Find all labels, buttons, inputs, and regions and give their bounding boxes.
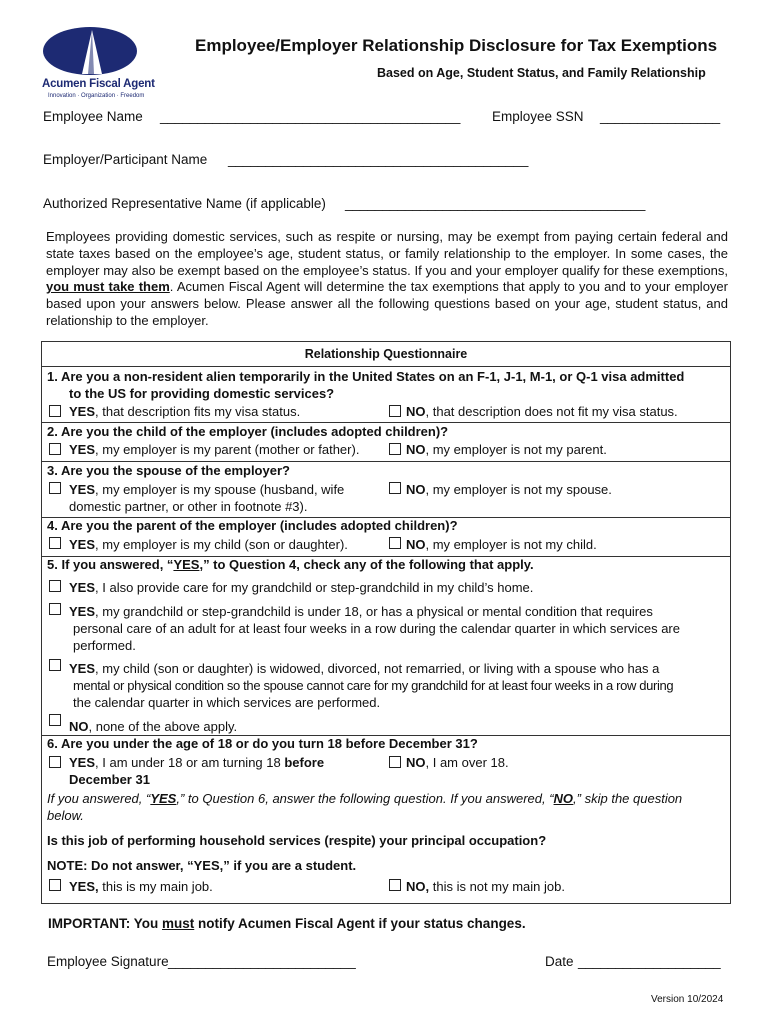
q5-b-checkbox[interactable]	[49, 603, 61, 615]
date-field[interactable]: ___________________	[578, 954, 721, 969]
question-4: 4. Are you the parent of the employer (includes adopted children)?	[47, 518, 458, 533]
q5-b-label-cont2: performed.	[73, 638, 136, 653]
q6-no-checkbox[interactable]	[389, 756, 401, 768]
q5-b-label-cont: personal care of an adult for at least four weeks in a row during the calendar quarter in which services are	[73, 621, 680, 636]
q2-no-checkbox[interactable]	[389, 443, 401, 455]
acumen-logo-icon	[42, 26, 138, 76]
signature-field[interactable]: _________________________	[168, 954, 356, 969]
q7-no-label: NO, this is not my main job.	[406, 879, 565, 894]
q6-no-label: NO, I am over 18.	[406, 755, 509, 770]
question-6: 6. Are you under the age of 18 or do you turn 18 before December 31?	[47, 736, 478, 751]
q5-c-label: YES, my child (son or daughter) is widowed, divorced, not remarried, or living with a spouse who has a	[69, 661, 660, 676]
q3-yes-label-cont: domestic partner, or other in footnote #3).	[69, 499, 308, 514]
question-7-note: NOTE: Do not answer, “YES,” if you are a student.	[47, 858, 357, 873]
employee-ssn-field[interactable]: ________________	[600, 109, 721, 124]
employer-name-field[interactable]: ________________________________________	[228, 152, 529, 167]
question-2: 2. Are you the child of the employer (includes adopted children)?	[47, 424, 449, 439]
q5-c-checkbox[interactable]	[49, 659, 61, 671]
page-subtitle: Based on Age, Student Status, and Family Relationship	[377, 66, 706, 80]
q2-yes-checkbox[interactable]	[49, 443, 61, 455]
question-1: 1. Are you a non-resident alien temporarily in the United States on an F-1, J-1, M-1, or Q-1 visa admitted	[47, 369, 685, 384]
questionnaire-table	[41, 341, 731, 904]
q3-no-checkbox[interactable]	[389, 482, 401, 494]
important-notice: IMPORTANT: You must notify Acumen Fiscal Agent if your status changes.	[48, 916, 526, 931]
q3-yes-checkbox[interactable]	[49, 482, 61, 494]
q2-no-label: NO, my employer is not my parent.	[406, 442, 607, 457]
employer-name-label: Employer/Participant Name	[43, 152, 208, 167]
q5-c-label-cont2: the calendar quarter in which services are performed.	[73, 695, 381, 710]
q1-no-label: NO, that description does not fit my visa status.	[406, 404, 678, 419]
intro-emphasis: you must take them	[46, 279, 170, 295]
question-7: Is this job of performing household services (respite) your principal occupation?	[47, 833, 547, 848]
intro-paragraph: Employees providing domestic services, such as respite or nursing, may be exempt from paying certain federal and state taxes based on the employee’s age, student status, or family relationship to the employer. In some cases, the employer may also be exempt based on the employee’s status. If you and your employer qualify for these exemptions, you must take them. Acumen Fiscal Agent will determine the tax exemptions that apply to you and to your employer based upon your answers below. Please answer all the following questions based on your age, student status, and relationship to the employer.	[46, 229, 728, 328]
q4-yes-checkbox[interactable]	[49, 537, 61, 549]
page-title: Employee/Employer Relationship Disclosure for Tax Exemptions	[195, 36, 718, 55]
q7-yes-checkbox[interactable]	[49, 879, 61, 891]
q4-no-label: NO, my employer is not my child.	[406, 537, 597, 552]
q5-d-label: NO, none of the above apply.	[69, 719, 238, 734]
question-5: 5. If you answered, “YES,” to Question 4, check any of the following that apply.	[47, 557, 534, 572]
version-label: Version 10/2024	[651, 994, 724, 1005]
logo-tagline: Innovation · Organization · Freedom	[48, 93, 145, 99]
q3-no-label: NO, my employer is not my spouse.	[406, 482, 612, 497]
q1-yes-checkbox[interactable]	[49, 405, 61, 417]
q2-yes-label: YES, my employer is my parent (mother or father).	[69, 442, 360, 457]
date-label: Date	[545, 954, 574, 969]
q7-no-checkbox[interactable]	[389, 879, 401, 891]
questionnaire-heading: Relationship Questionnaire	[42, 342, 730, 367]
row-divider	[42, 461, 730, 462]
rep-name-label: Authorized Representative Name (if applicable)	[43, 196, 326, 211]
question-3: 3. Are you the spouse of the employer?	[47, 463, 290, 478]
signature-label: Employee Signature	[47, 954, 169, 969]
q3-yes-label: YES, my employer is my spouse (husband, wife	[69, 482, 345, 497]
q6-yes-label-cont: December 31	[69, 772, 150, 787]
q5-b-label: YES, my grandchild or step-grandchild is under 18, or has a physical or mental condition that requires	[69, 604, 653, 619]
question-1-cont: to the US for providing domestic services?	[69, 386, 335, 401]
employee-name-label: Employee Name	[43, 109, 143, 124]
q1-yes-label: YES, that description fits my visa status.	[69, 404, 301, 419]
q6-instructions-cont: below.	[47, 808, 84, 823]
q4-no-checkbox[interactable]	[389, 537, 401, 549]
q6-yes-label: YES, I am under 18 or am turning 18 before	[69, 755, 325, 770]
employee-ssn-label: Employee SSN	[492, 109, 584, 124]
q5-c-label-cont: mental or physical condition so the spouse cannot care for my grandchild for at least four weeks in a row during	[73, 678, 674, 693]
q1-no-checkbox[interactable]	[389, 405, 401, 417]
q6-yes-checkbox[interactable]	[49, 756, 61, 768]
q6-instructions: If you answered, “YES,” to Question 6, answer the following question. If you answered, “NO,” skip the question	[47, 791, 683, 806]
logo-name: Acumen Fiscal Agent	[42, 78, 155, 90]
employee-name-field[interactable]: ________________________________________	[160, 109, 461, 124]
q5-a-label: YES, I also provide care for my grandchild or step-grandchild in my child’s home.	[69, 580, 534, 595]
q5-a-checkbox[interactable]	[49, 580, 61, 592]
rep-name-field[interactable]: ________________________________________	[345, 196, 646, 211]
q4-yes-label: YES, my employer is my child (son or daughter).	[69, 537, 348, 552]
q5-d-checkbox[interactable]	[49, 714, 61, 726]
q7-yes-label: YES, this is my main job.	[69, 879, 213, 894]
row-divider	[42, 422, 730, 423]
